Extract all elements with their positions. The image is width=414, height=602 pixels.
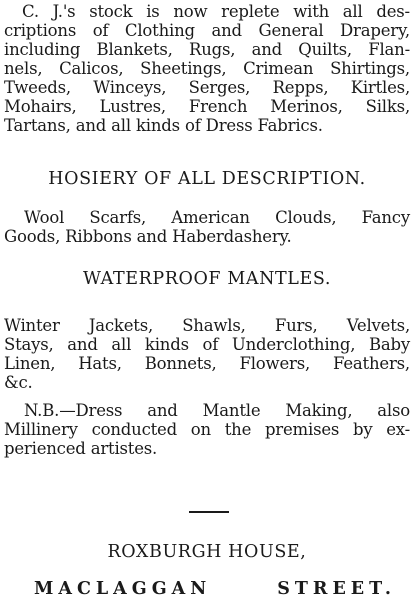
paragraph-1-line-2-word-4: and: [211, 21, 242, 40]
paragraph-4-line-1-word-4: Making,: [285, 401, 353, 420]
paragraph-4-line-2-word-4: the: [224, 420, 252, 439]
paragraph-1-line-1-word-6: replete: [221, 2, 280, 21]
paragraph-1-line-4-word-4: Crimean: [243, 59, 314, 78]
paragraph-3-line-3-word-5: Feathers,: [332, 354, 410, 373]
paragraph-1-line-5-word-3: Serges,: [188, 78, 251, 97]
paragraph-1-line-5: [4, 78, 410, 97]
footer-house-name: ROXBURGH HOUSE,: [107, 542, 307, 562]
divider-rule: [189, 511, 229, 513]
paragraph-4-line-1-word-2: and: [147, 401, 178, 420]
paragraph-1-line-3-word-4: and: [251, 40, 283, 59]
footer-street-name: [34, 580, 396, 599]
paragraph-4-line-2: [4, 420, 410, 439]
paragraph-1-line-2-word-5: General: [258, 21, 324, 40]
paragraph-1-line-1-word-4: is: [146, 2, 160, 21]
paragraph-3-line-2: [4, 335, 410, 354]
paragraph-4-line-3: perienced artistes.: [4, 439, 158, 458]
paragraph-3-line-1-word-5: Velvets,: [346, 316, 410, 335]
paragraph-2-line-1-word-3: American: [171, 208, 250, 227]
paragraph-3-line-3: [4, 354, 410, 373]
paragraph-1-line-4-word-5: Shirtings,: [330, 59, 410, 78]
paragraph-2-line-1-word-1: Wool: [24, 208, 65, 227]
heading-waterproof-mantles: WATERPROOF MANTLES.: [82, 269, 332, 289]
paragraph-1-line-5-word-5: Kirtles,: [350, 78, 410, 97]
paragraph-1-line-6-word-4: Merinos,: [270, 97, 343, 116]
paragraph-3-line-2-word-1: Stays,: [4, 335, 54, 354]
footer-street-name-word-1: MACLAGGAN: [34, 579, 212, 599]
paragraph-3-line-2-word-6: Underclothing,: [231, 335, 356, 354]
paragraph-1-line-4: [4, 59, 410, 78]
paragraph-1-line-3-word-3: Rugs,: [189, 40, 236, 59]
paragraph-3-line-3-word-3: Bonnets,: [144, 354, 217, 373]
paragraph-1-line-2-word-1: criptions: [4, 21, 77, 40]
paragraph-3-line-1: [4, 316, 410, 335]
paragraph-4-line-2-word-2: conducted: [91, 420, 177, 439]
paragraph-1-line-3-word-1: including: [4, 40, 81, 59]
paragraph-1-line-4-word-2: Calicos,: [59, 59, 124, 78]
paragraph-3-line-1-word-2: Jackets,: [88, 316, 154, 335]
paragraph-1-line-1-word-7: with: [293, 2, 330, 21]
paragraph-1-line-6-word-1: Mohairs,: [4, 97, 77, 116]
paragraph-3-line-1-word-3: Shawls,: [182, 316, 246, 335]
footer-street-name-word-2: STREET.: [277, 579, 396, 599]
paragraph-1-line-6: [4, 97, 410, 116]
paragraph-2-line-1-word-5: Fancy: [361, 208, 410, 227]
paragraph-1-line-1: [22, 2, 410, 21]
paragraph-1-line-3: [4, 40, 410, 59]
paragraph-1-line-1-word-1: C.: [22, 2, 39, 21]
paragraph-1-line-1-word-3: stock: [89, 2, 133, 21]
paragraph-2-line-2: Goods, Ribbons and Haberdashery.: [4, 227, 292, 246]
paragraph-3-line-4: &c.: [4, 373, 33, 392]
paragraph-1-line-3-word-6: Flan-: [368, 40, 410, 59]
paragraph-1-line-2: [4, 21, 410, 40]
paragraph-1-line-1-word-8: all: [342, 2, 363, 21]
paragraph-4-line-2-word-3: on: [190, 420, 211, 439]
paragraph-4-line-1: [24, 401, 410, 420]
paragraph-3-line-2-word-5: of: [202, 335, 219, 354]
paragraph-4-line-2-word-7: ex-: [386, 420, 410, 439]
paragraph-4-line-1-word-3: Mantle: [202, 401, 261, 420]
paragraph-1-line-2-word-2: of: [92, 21, 109, 40]
paragraph-1-line-2-word-6: Drapery,: [340, 21, 410, 40]
paragraph-1-line-5-word-1: Tweeds,: [4, 78, 71, 97]
paragraph-3-line-2-word-7: Baby: [368, 335, 410, 354]
paragraph-3-line-3-word-2: Hats,: [78, 354, 122, 373]
paragraph-1-line-1-word-2: J.'s: [52, 2, 76, 21]
paragraph-4-line-1-word-1: N.B.—Dress: [24, 401, 123, 420]
paragraph-1-line-7: Tartans, and all kinds of Dress Fabrics.: [4, 116, 323, 135]
paragraph-1-line-6-word-2: Lustres,: [99, 97, 166, 116]
paragraph-1-line-5-word-2: Winceys,: [93, 78, 167, 97]
paragraph-1-line-4-word-1: nels,: [4, 59, 43, 78]
paragraph-1-line-6-word-5: Silks,: [365, 97, 410, 116]
paragraph-1-line-2-word-3: Clothing: [124, 21, 195, 40]
paragraph-4-line-1-word-5: also: [377, 401, 410, 420]
paragraph-4-line-2-word-5: premises: [264, 420, 340, 439]
paragraph-1-line-1-word-5: now: [173, 2, 208, 21]
paragraph-1-line-5-word-4: Repps,: [272, 78, 329, 97]
paragraph-3-line-1-word-4: Furs,: [274, 316, 318, 335]
paragraph-3-line-3-word-1: Linen,: [4, 354, 56, 373]
paragraph-4-line-2-word-1: Millinery: [4, 420, 78, 439]
paragraph-3-line-2-word-4: kinds: [144, 335, 189, 354]
paragraph-2-line-1-word-2: Scarfs,: [89, 208, 147, 227]
paragraph-2-line-1-word-4: Clouds,: [275, 208, 337, 227]
heading-hosiery: HOSIERY OF ALL DESCRIPTION.: [48, 169, 366, 189]
paragraph-3-line-1-word-1: Winter: [4, 316, 60, 335]
paragraph-1-line-1-word-9: des-: [376, 2, 410, 21]
paragraph-3-line-2-word-2: and: [67, 335, 98, 354]
paragraph-3-line-3-word-4: Flowers,: [239, 354, 311, 373]
paragraph-4-line-2-word-6: by: [352, 420, 373, 439]
paragraph-1-line-3-word-5: Quilts,: [298, 40, 352, 59]
paragraph-1-line-3-word-2: Blankets,: [96, 40, 173, 59]
paragraph-1-line-4-word-3: Sheetings,: [140, 59, 227, 78]
paragraph-1-line-6-word-3: French: [188, 97, 248, 116]
paragraph-2-line-1: [24, 208, 410, 227]
paragraph-3-line-2-word-3: all: [111, 335, 132, 354]
